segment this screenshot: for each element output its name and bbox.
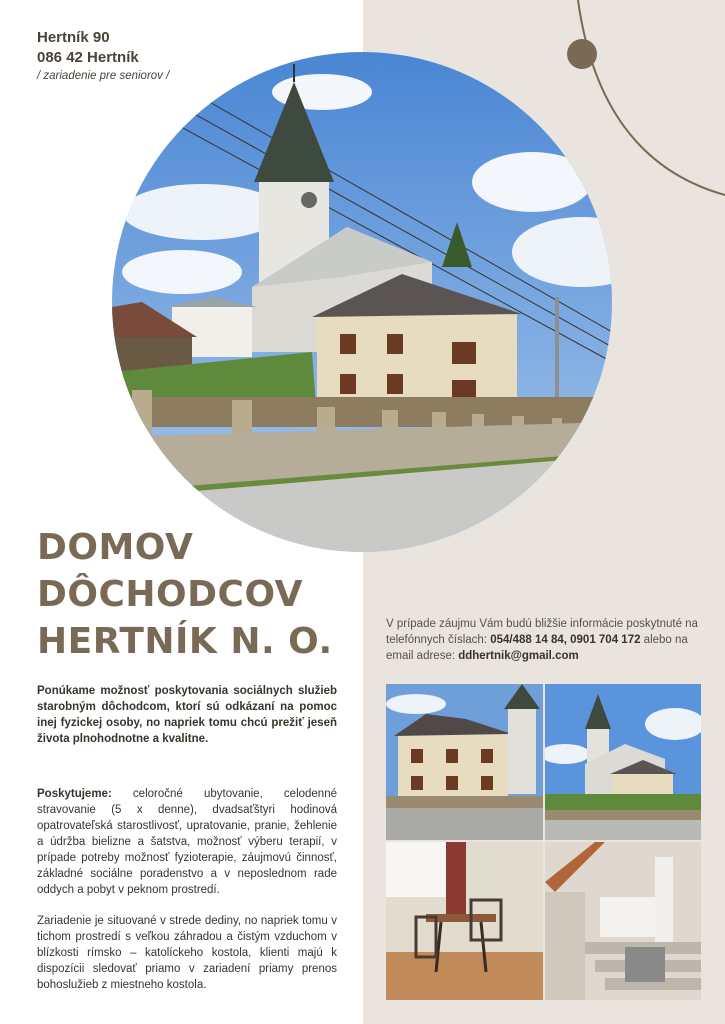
page-title [37, 524, 357, 665]
intro-paragraph: Ponúkame možnosť poskytovania sociálnych služieb starobným dôchodcom, ktorí sú odkázaní na pomoc inej fyzickej osoby, no napriek tomu chcú prežiť jeseň života plnohodnotne a kvalitne. [37, 685, 337, 745]
photo-dining-room [386, 842, 543, 1000]
photo-church-and-building [545, 684, 701, 840]
contact-email-link[interactable]: ddhertnik@gmail.com [458, 650, 579, 662]
contact-info [386, 616, 716, 664]
contact-text-before: V prípade záujmu Vám budú bližšie informácie poskytnuté na telefónnych číslach: [386, 618, 698, 646]
photo-stair-lift [545, 842, 701, 1000]
title-line-1: DOMOV [37, 527, 194, 568]
address-line-1: Hertník 90 [37, 29, 110, 46]
address-block [37, 28, 169, 82]
title-line-2: DÔCHODCOV [37, 574, 303, 615]
services-label: Poskytujeme: [37, 788, 112, 800]
address-line-2: 086 42 Hertník [37, 49, 139, 66]
address-subtitle: / zariadenie pre seniorov / [37, 70, 170, 82]
location-paragraph: Zariadenie je situované v strede dediny, no napriek tomu v tichom prostredí s veľkou záhradou a čistým vzduchom v blízkosti rímsko – katolíckeho kostola, klienti majú k dispozícii sledovať priamo v zariadení priamy prenos bohoslužieb z miestneho kostola. [37, 915, 337, 991]
contact-phones: 054/488 14 84, 0901 704 172 [490, 634, 641, 646]
contact-text-middle: alebo na email adrese: [386, 634, 688, 662]
services-paragraph [37, 786, 337, 898]
services-text: celoročné ubytovanie, celodenné stravovanie (5 x denne), dvadsaťštyri hodinová opatrovateľská starostlivosť, upratovanie, pranie, žehlenie a údržba bielizne a šatstva, možnosť výberu terapií, v prípade potreby možnosť fyzioterapie, záujmovú činnosť, základné sociálne poradenstvo a v neposlednom rade oddych a pobyt v peknom prostredí. [37, 788, 337, 896]
title-line-3: HERTNÍK N. O. [37, 621, 333, 662]
photo-building-exterior [386, 684, 543, 840]
main-photo-church [112, 52, 612, 552]
